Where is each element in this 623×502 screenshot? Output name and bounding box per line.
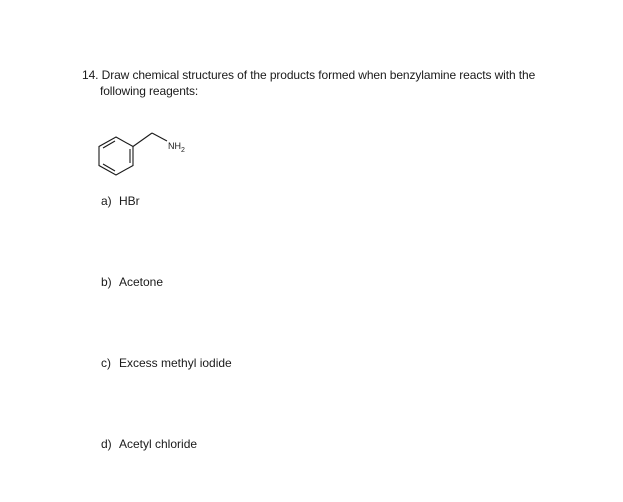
amine-subscript: 2 (181, 147, 185, 154)
part-b-reagent: Acetone (119, 275, 164, 289)
part-a (101, 193, 140, 209)
part-c-reagent: Excess methyl iodide (119, 356, 232, 370)
part-c (101, 355, 232, 371)
benzylamine-structure (96, 128, 206, 178)
question-text-line-2: following reagents: (100, 84, 199, 98)
part-d-letter: d) (101, 437, 112, 451)
amine-label-text: NH (168, 141, 181, 151)
double-bond-3 (103, 141, 115, 148)
part-b (101, 274, 163, 290)
methylene-bond (133, 133, 152, 147)
question-block (82, 67, 582, 99)
benzene-ring (99, 137, 133, 175)
part-a-reagent: HBr (119, 194, 140, 208)
part-d-reagent: Acetyl chloride (119, 437, 198, 451)
carbon-nitrogen-bond (152, 133, 167, 141)
part-a-letter: a) (101, 194, 112, 208)
part-b-letter: b) (101, 275, 112, 289)
question-line-1 (82, 67, 582, 83)
question-text-line-1: Draw chemical structures of the products formed when benzylamine reacts with the (101, 68, 536, 82)
question-number: 14. (82, 68, 99, 82)
part-d (101, 436, 197, 452)
part-c-letter: c) (101, 356, 111, 370)
amine-label (168, 141, 185, 154)
benzylamine-svg (96, 128, 206, 178)
double-bond-2 (103, 164, 115, 171)
